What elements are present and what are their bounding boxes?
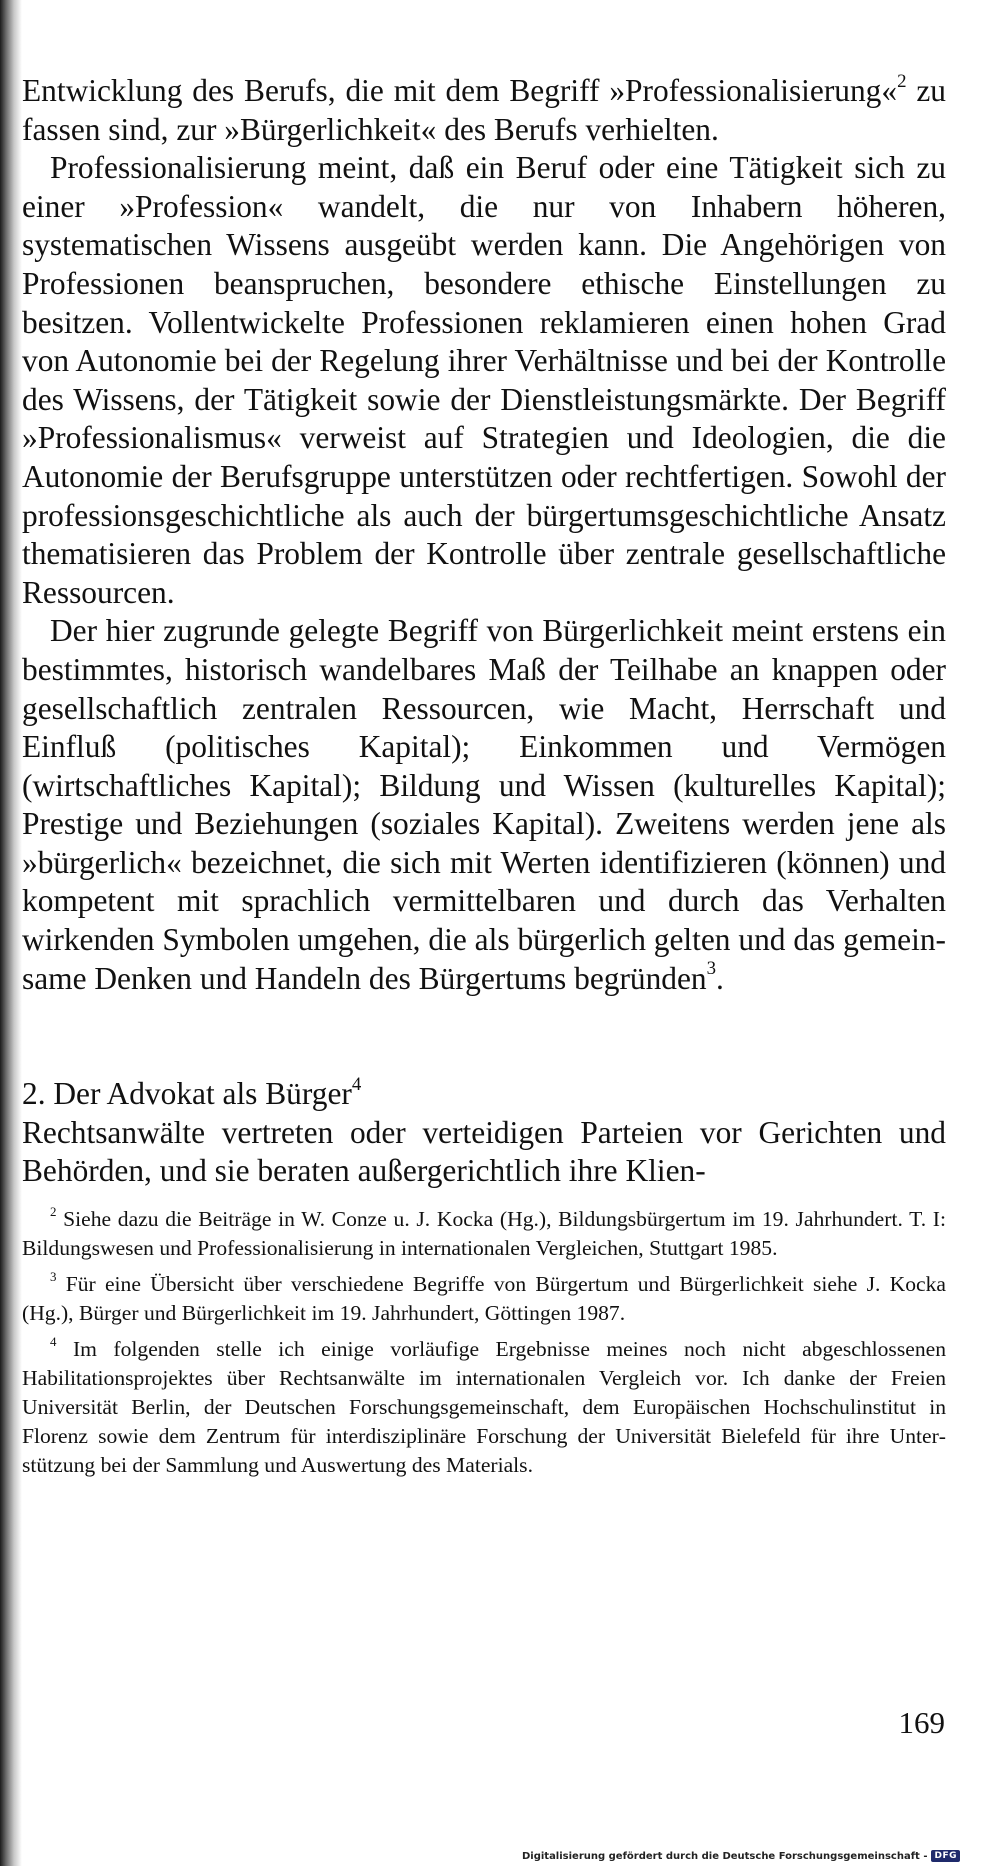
paragraph-rechtsanwaelte: Rechtsanwälte vertreten oder verteidigen Parteien vor Gerichten und Behörden, und sie beraten außergerichtlich ihre Klien- [22,1114,946,1189]
footnote-mark: 3 [50,1268,57,1284]
credit-text: Digitalisierung gefördert durch die Deutsche Forschungsgemeinschaft - [521,1850,928,1862]
page-number: 169 [898,1705,945,1740]
footnote-ref-3[interactable]: 3 [706,958,717,980]
paragraph-text: Entwicklung des Berufs, die mit dem Begriff »Professionalisierung« [22,73,898,108]
footnote-4 [22,1335,946,1480]
footnote-3 [22,1270,946,1328]
footnote-2 [22,1205,946,1263]
footnotes [22,1205,946,1480]
page-content [22,72,946,1487]
footnote-text: Siehe dazu die Beiträge in W. Conze u. J. Kocka (Hg.), Bildungsbürgertum im 19. Jahrhundert. T. I: Bildungswesen und Professionalisierung in internationalen Vergleichen, Stuttgart 1985. [22,1207,946,1261]
paragraph-text: zu fassen sind, zur »Bürgerlichkeit« des Berufs verhielten. [22,73,946,147]
footnote-text: Im folgenden stelle ich einige vorläufige Ergebnisse meines noch nicht abgeschlossenen Habilitationsprojektes über Rechtsanwälte im internationalen Vergleich vor. Ich danke der Freien Universität Berlin, der Deutschen Forschungsgemeinschaft, dem Europäischen Hochschulinstitut in Florenz sowie dem Zentrum für interdisziplinäre Forschung der Universität Bielefeld für ihre Unterstützung bei der Sammlung und Auswertung des Materials. [22,1337,946,1478]
section-heading-text: 2. Der Advokat als Bürger [22,1076,352,1112]
paragraph-professionalisierung: Professionalisierung meint, daß ein Beruf oder eine Tätigkeit sich zu einer »Profession« wandelt, die nur von Inhabern höheren, systematischen Wissens ausgeübt werden kann. Die Angehörigen von Professionen beanspruchen, besondere ethische Einstellungen zu besitzen. Vollentwickelte Professionen reklamieren einen hohen Grad von Autonomie bei der Regelung ihrer Verhältnisse und bei der Kontrolle des Wissens, der Tätigkeit sowie der Dienstleistungsmärkte. Der Begriff »Professionalismus« verweist auf Strategien und Ideologien, die die Autonomie der Berufsgruppe unterstützen oder rechtfertigen. Sowohl der professionsgeschichtliche als auch der bürgertumsgeschichtliche Ansatz thematisieren das Problem der Kontrolle über zentrale gesellschaftliche Ressourcen. [22,150,946,610]
dfg-logo-icon: DFG [931,1850,960,1862]
paragraph-buergerlichkeit [22,612,946,998]
footnote-ref-4[interactable]: 4 [351,1073,362,1095]
digitization-credit [522,1850,960,1862]
paragraph-text: . [716,960,724,996]
footnote-text: Für eine Übersicht über verschiedene Begriffe von Bürgertum und Bürgerlichkeit siehe J. Kocka (Hg.), Bürger und Bürgerlichkeit im 19. Jahrhundert, Göttingen 1987. [22,1272,946,1326]
body-text [22,72,946,1191]
paragraph-text: Der hier zugrunde gelegte Begriff von Bürgerlichkeit meint erstens ein bestimmtes, historisch wandelbares Maß der Teilhabe an knappen oder gesellschaftlich zentralen Ressourcen, wie Macht, Herrschaft und Einfluß (politisches Kapital); Einkommen und Vermögen (wirtschaftliches Kapital); Bildung und Wissen (kulturelles Kapital); Prestige und Beziehungen (soziales Kapital). Zweitens werden jene als »bürgerlich« bezeichnet, die sich mit Werten identifizieren (können) und kompetent mit sprachlich vermittelbaren und durch das Verhalten wirkenden Symbolen umgehen, die als bürgerlich gelten und das gemeinsame Denken und Handeln des Bürgertums begründen [22,613,946,996]
paragraph-continuation [22,72,946,149]
footnote-ref-2[interactable]: 2 [897,70,907,92]
footnote-mark: 4 [50,1333,57,1349]
footnote-mark: 2 [50,1203,57,1219]
section-heading [22,1075,946,1114]
scan-binding-shadow [0,0,22,1866]
